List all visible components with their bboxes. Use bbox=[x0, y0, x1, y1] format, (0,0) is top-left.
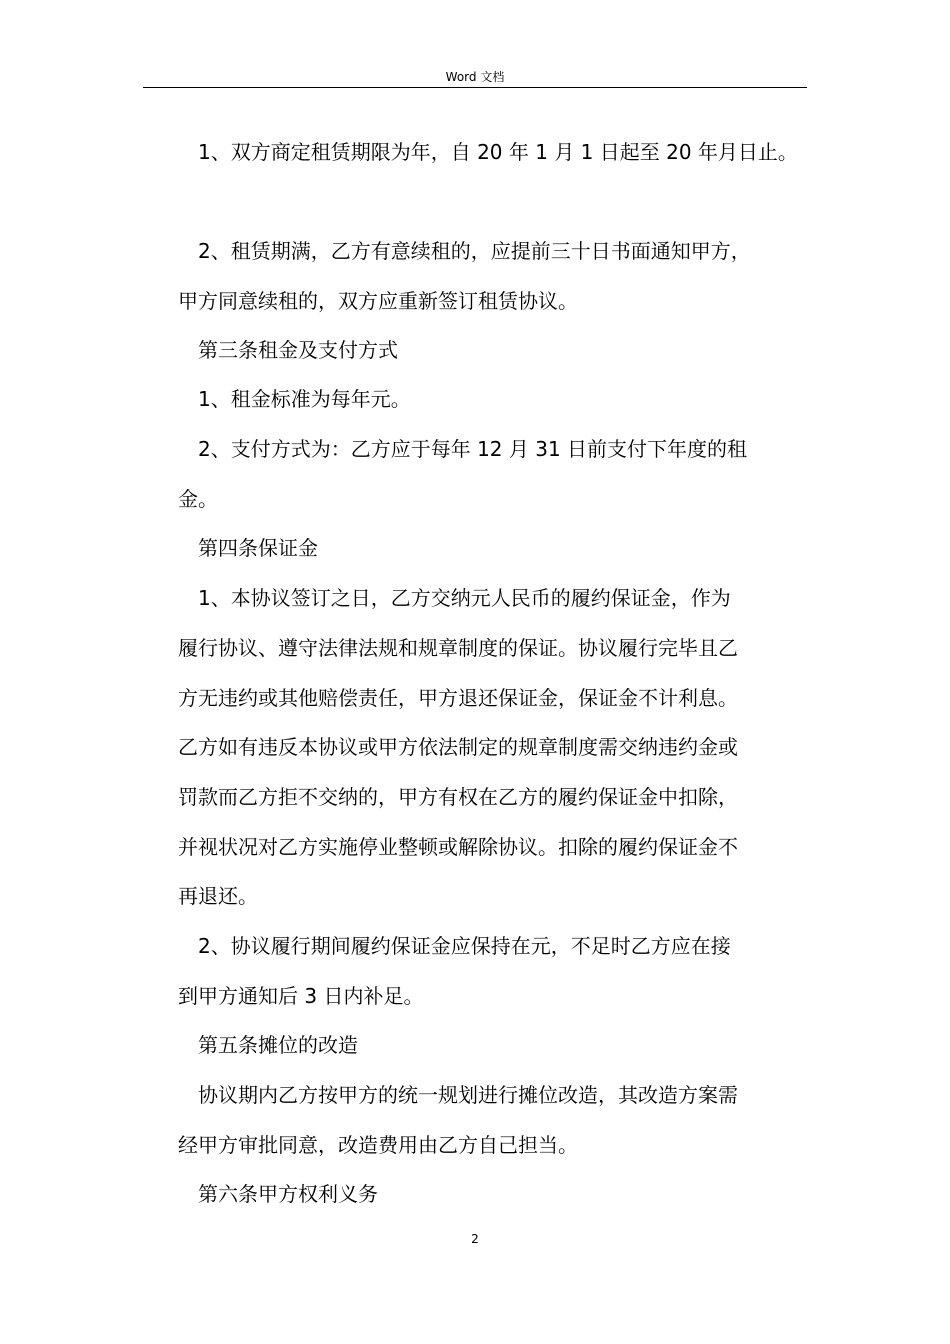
paragraph-line: 履行协议、遵守法律法规和规章制度的保证。协议履行完毕且乙 bbox=[178, 636, 738, 660]
section-heading: 第三条租金及支付方式 bbox=[198, 338, 398, 362]
paragraph-line: 金。 bbox=[178, 487, 218, 511]
paragraph-line: 罚款而乙方拒不交纳的，甲方有权在乙方的履约保证金中扣除， bbox=[178, 785, 738, 809]
paragraph-line: 乙方如有违反本协议或甲方依法制定的规章制度需交纳违约金或 bbox=[178, 735, 738, 759]
paragraph-line: 1、本协议签订之日，乙方交纳元人民币的履约保证金，作为 bbox=[198, 586, 731, 610]
paragraph-line: 2、租赁期满，乙方有意续租的，应提前三十日书面通知甲方， bbox=[198, 239, 751, 263]
page-number: 2 bbox=[471, 1232, 479, 1246]
section-heading: 第四条保证金 bbox=[198, 536, 318, 560]
paragraph-line: 到甲方通知后 3 日内补足。 bbox=[178, 984, 424, 1008]
section-heading: 第五条摊位的改造 bbox=[198, 1033, 358, 1057]
header-title: Word 文档 bbox=[445, 70, 505, 84]
section-heading: 第六条甲方权利义务 bbox=[198, 1182, 378, 1206]
paragraph-line: 2、支付方式为：乙方应于每年 12 月 31 日前支付下年度的租 bbox=[198, 437, 748, 461]
paragraph-line: 方无违约或其他赔偿责任，甲方退还保证金，保证金不计利息。 bbox=[178, 686, 738, 710]
paragraph-line: 1、租金标准为每年元。 bbox=[198, 387, 411, 411]
header-divider bbox=[143, 87, 807, 88]
paragraph-line: 经甲方审批同意，改造费用由乙方自己担当。 bbox=[178, 1133, 578, 1157]
paragraph-line: 甲方同意续租的，双方应重新签订租赁协议。 bbox=[178, 289, 578, 313]
paragraph-line: 再退还。 bbox=[178, 884, 258, 908]
paragraph-line: 协议期内乙方按甲方的统一规划进行摊位改造，其改造方案需 bbox=[198, 1083, 738, 1107]
paragraph-line: 并视状况对乙方实施停业整顿或解除协议。扣除的履约保证金不 bbox=[178, 835, 738, 859]
paragraph-line: 2、协议履行期间履约保证金应保持在元，不足时乙方应在接 bbox=[198, 934, 731, 958]
paragraph-line: 1、双方商定租赁期限为年，自 20 年 1 月 1 日起至 20 年月日止。 bbox=[198, 140, 798, 164]
